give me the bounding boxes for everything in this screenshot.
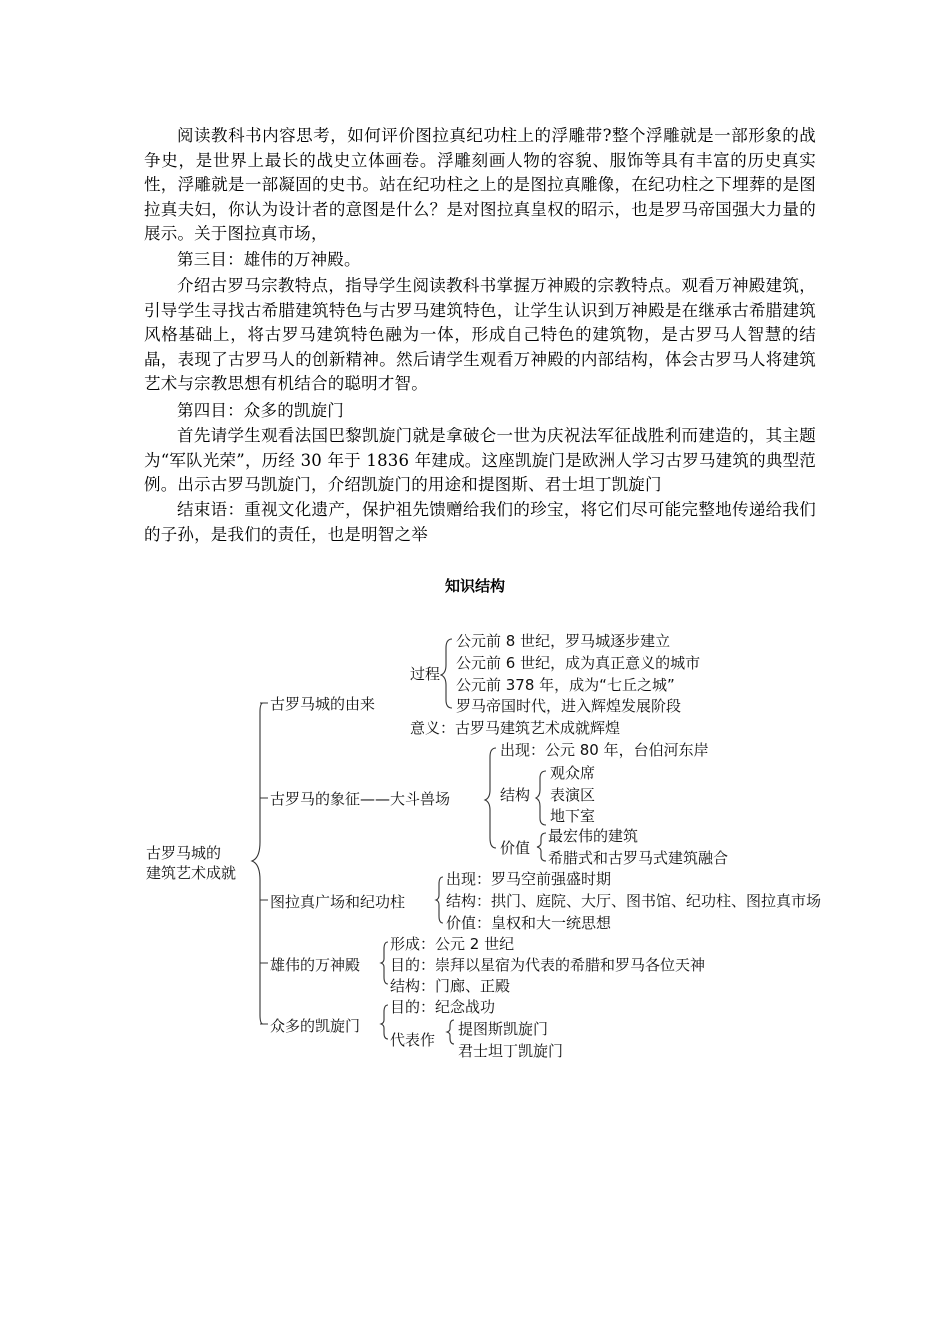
colosseum-value-item-2: 希腊式和古罗马式建筑融合 bbox=[548, 849, 729, 867]
mindmap-root-line1: 古罗马城的 bbox=[146, 844, 222, 862]
colosseum-structure-item-1: 观众席 bbox=[550, 764, 596, 782]
paragraph-section3-title: 第三目：雄伟的万神殿。 bbox=[177, 250, 361, 269]
branch-triumphal-arches: 众多的凯旋门 bbox=[270, 1017, 361, 1035]
colosseum-structure-item-2: 表演区 bbox=[550, 786, 596, 804]
arches-representative-1: 提图斯凯旋门 bbox=[458, 1020, 549, 1038]
process-item-2: 公元前 6 世纪，成为真正意义的城市 bbox=[456, 654, 701, 672]
section-heading: 知识结构 bbox=[444, 577, 505, 595]
branch-city-origin-process: 过程 bbox=[410, 665, 441, 683]
paragraph-pantheon: 介绍古罗马宗教特点，指导学生阅读教科书掌握万神殿的宗教特点。观看万神殿建筑，引导学生寻找古希腊建筑特色与古罗马建筑特色，让学生认识到万神殿是在继承古希腊建筑风格基础上，将古罗马建筑特色融为一体，形成自己特色的建筑物，是古罗马人智慧的结晶，表现了古罗马人的创新精神。然后请学生观看万神殿的内部结构，体会古罗马人将建筑艺术与宗教思想有机结合的聪明才智。 bbox=[144, 276, 816, 393]
branch-city-origin: 古罗马城的由来 bbox=[270, 695, 376, 713]
trajan-forum-appearance: 出现：罗马空前强盛时期 bbox=[446, 870, 612, 888]
paragraph-section4-title: 第四目：众多的凯旋门 bbox=[177, 401, 344, 420]
branch-city-origin-meaning: 意义：古罗马建筑艺术成就辉煌 bbox=[410, 719, 621, 737]
colosseum-appearance: 出现：公元 80 年，台伯河东岸 bbox=[500, 741, 709, 759]
process-item-1: 公元前 8 世纪，罗马城逐步建立 bbox=[456, 632, 671, 650]
process-item-3: 公元前 378 年，成为“七丘之城” bbox=[456, 676, 675, 694]
arches-purpose: 目的：纪念战功 bbox=[390, 998, 496, 1016]
branch-trajan-forum: 图拉真广场和纪功柱 bbox=[270, 893, 406, 911]
mindmap-root-line2: 建筑艺术成就 bbox=[146, 864, 237, 882]
arches-representative-label: 代表作 bbox=[390, 1031, 436, 1049]
branch-colosseum: 古罗马的象征——大斗兽场 bbox=[270, 790, 451, 808]
paragraph-arches: 首先请学生观看法国巴黎凯旋门就是拿破仑一世为庆祝法军征战胜利而建造的，其主题为“军队光荣”，历经 30 年于 1836 年建成。这座凯旋门是欧洲人学习古罗马建筑的典型范例。出示古罗马凯旋门，介绍凯旋门的用途和提图斯、君士坦丁凯旋门 bbox=[144, 426, 816, 494]
pantheon-structure: 结构：门廊、正殿 bbox=[390, 977, 511, 995]
paragraph-relief: 阅读教科书内容思考，如何评价图拉真纪功柱上的浮雕带?整个浮雕就是一部形象的战争史，是世界上最长的战史立体画卷。浮雕刻画人物的容貌、服饰等具有丰富的历史真实性，浮雕就是一部凝固的史书。站在纪功柱之上的是图拉真雕像，在纪功柱之下埋葬的是图拉真夫妇，你认为设计者的意图是什么？是对图拉真皇权的昭示，也是罗马帝国强大力量的展示。关于图拉真市场， bbox=[144, 126, 816, 243]
paragraph-conclusion: 结束语：重视文化遗产，保护祖先馈赠给我们的珍宝，将它们尽可能完整地传递给我们的子孙，是我们的责任，也是明智之举 bbox=[144, 500, 816, 544]
branch-pantheon: 雄伟的万神殿 bbox=[270, 956, 361, 974]
process-item-4: 罗马帝国时代，进入辉煌发展阶段 bbox=[456, 697, 682, 715]
colosseum-structure-label: 结构 bbox=[500, 786, 531, 804]
arches-representative-2: 君士坦丁凯旋门 bbox=[458, 1042, 564, 1060]
pantheon-formation: 形成：公元 2 世纪 bbox=[390, 935, 515, 953]
colosseum-value-label: 价值 bbox=[500, 839, 531, 857]
pantheon-purpose: 目的：崇拜以星宿为代表的希腊和罗马各位天神 bbox=[390, 956, 706, 974]
trajan-forum-value: 价值：皇权和大一统思想 bbox=[446, 914, 612, 932]
colosseum-value-item-1: 最宏伟的建筑 bbox=[548, 827, 639, 845]
trajan-forum-structure: 结构：拱门、庭院、大厅、图书馆、纪功柱、图拉真市场 bbox=[446, 892, 822, 910]
colosseum-structure-item-3: 地下室 bbox=[550, 807, 596, 825]
